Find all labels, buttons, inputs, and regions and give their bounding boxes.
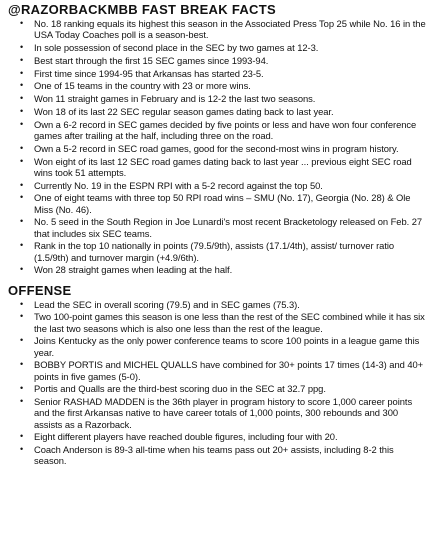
bullet-icon: • <box>20 396 24 407</box>
bullet-icon: • <box>20 54 24 65</box>
list-item: • Eight different players have reached double figures, including four with 20. <box>20 431 338 443</box>
list-item: • Senior RASHAD MADDEN is the 36th player in program history to score 1,000 career points and the first Arkansas native to have career totals of 1,000 points, 300 rebounds and 300 assists as a Razorback. <box>20 396 413 430</box>
bullet-icon: • <box>20 42 24 52</box>
list-item: • Joins Kentucky as the only power conference teams to score 100 points in a league game this year. <box>20 335 420 358</box>
list-item: • No. 18 ranking equals its highest this season in the Associated Press Top 25 while No. 16 in the USA Today Coaches poll is a season-best. <box>20 18 426 41</box>
list-item: • No. 5 seed in the South Region in Joe Lunardi's most recent Bracketology released on Feb. 27 that includes six SEC teams. <box>20 216 423 239</box>
bullet-icon: • <box>20 93 24 104</box>
list-item: • One of eight teams with three top 50 RPI road wins – SMU (No. 17), Georgia (No. 28) & Ole Miss (No. 46). <box>20 192 411 215</box>
list-item: • Won 28 straight games when leading at the half. <box>20 264 233 276</box>
list-item: • BOBBY PORTIS and MICHEL QUALLS have combined for 30+ points 17 times (14-3) and 40+ points in five games (5-0). <box>20 359 424 382</box>
list-item: • Own a 5-2 record in SEC road games, good for the second-most wins in program history. <box>20 142 399 154</box>
list-item: • Won eight of its last 12 SEC road games dating back to last year ... previous eight SEC road wins took 51 attempts. <box>20 155 412 178</box>
bullet-icon: • <box>20 216 24 227</box>
bullet-icon: • <box>20 18 24 28</box>
list-item: • Lead the SEC in overall scoring (79.5) and in SEC games (75.3). <box>20 298 300 310</box>
list-item: • Two 100-point games this season is one less than the rest of the SEC combined while it has six the last two seasons which is also one less than the rest of the league. <box>20 311 425 334</box>
list-item: • Won 18 of its last 22 SEC regular season games dating back to last year. <box>20 105 334 117</box>
fast-facts-title: @RAZORBACKMBB FAST BREAK FACTS <box>8 2 276 17</box>
bullet-icon: • <box>20 444 24 455</box>
list-item: • Own a 6-2 record in SEC games decided by five points or less and have won four conference games after trailing at the half, including three on the road. <box>20 118 417 141</box>
list-item: • First time since 1994-95 that Arkansas has started 23-5. <box>20 67 264 79</box>
bullet-icon: • <box>20 67 24 78</box>
list-item: • Best start through the first 15 SEC games since 1993-94. <box>20 54 269 66</box>
offense-list <box>8 299 427 467</box>
bullet-icon: • <box>20 359 24 370</box>
bullet-icon: • <box>20 383 24 394</box>
list-item: • Won 11 straight games in February and is 12-2 the last two seasons. <box>20 93 316 105</box>
list-item: • Rank in the top 10 nationally in points (79.5/9th), assists (17.1/4th), assist/ turnover ratio (1.5/9th) and turnover margin (+4.9/6th). <box>20 240 395 263</box>
list-item: • Coach Anderson is 89-3 all-time when his teams pass out 20+ assists, including 8-2 this season. <box>20 444 394 467</box>
bullet-icon: • <box>20 264 24 275</box>
offense-title: OFFENSE <box>8 282 72 298</box>
fast-facts-list <box>8 18 427 276</box>
list-item: • In sole possession of second place in the SEC by two games at 12-3. <box>20 42 319 53</box>
bullet-icon: • <box>20 311 24 322</box>
bullet-icon: • <box>20 155 24 166</box>
bullet-icon: • <box>20 179 24 190</box>
list-item: • Currently No. 19 in the ESPN RPI with a 5-2 record against the top 50. <box>20 179 323 191</box>
bullet-icon: • <box>20 142 24 153</box>
list-item: • One of 15 teams in the country with 23 or more wins. <box>20 80 251 92</box>
bullet-icon: • <box>20 105 24 116</box>
bullet-icon: • <box>20 335 24 346</box>
bullet-icon: • <box>20 118 24 129</box>
bullet-icon: • <box>20 298 24 309</box>
bullet-icon: • <box>20 431 24 442</box>
list-item: • Portis and Qualls are the third-best scoring duo in the SEC at 32.7 ppg. <box>20 383 326 395</box>
bullet-icon: • <box>20 240 24 251</box>
bullet-icon: • <box>20 192 24 203</box>
bullet-icon: • <box>20 80 24 91</box>
